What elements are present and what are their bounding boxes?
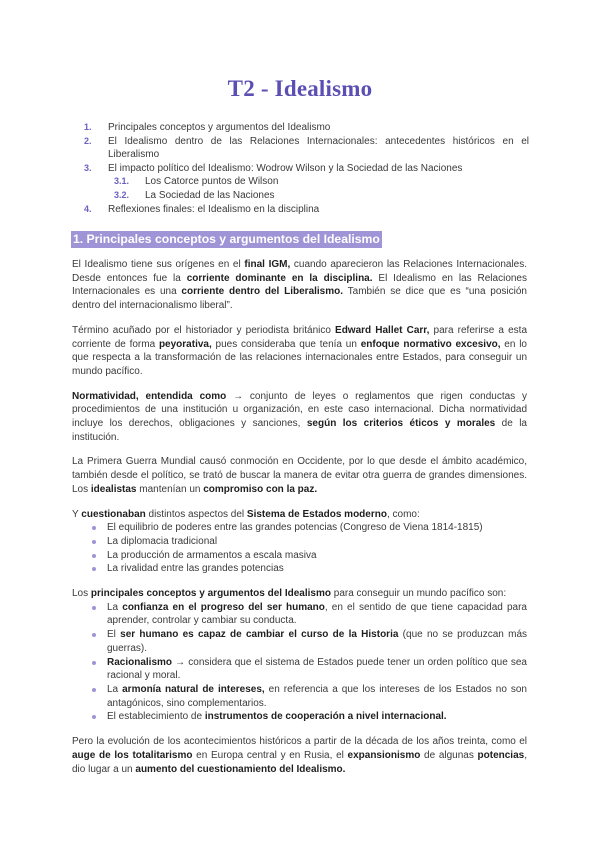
bold-text: Normatividad, entendida como <box>72 390 227 402</box>
text-run: de algunas <box>420 749 478 761</box>
paragraph-evolution <box>72 735 527 776</box>
paragraph-origins <box>72 258 527 313</box>
page-title: T2 - Idealismo <box>227 76 373 101</box>
bold-text: principales conceptos y argumentos del Idealismo <box>90 588 331 600</box>
bold-text: compromiso con la paz. <box>203 483 318 495</box>
toc-subitem <box>84 189 529 203</box>
list-item <box>72 601 527 628</box>
bold-text: corriente dominante en la disciplina. <box>186 272 373 284</box>
bold-text: peyorativa, <box>158 338 212 350</box>
text-run: La Primera Guerra Mundial causó conmoción en Occidente, por lo que desde el ámbito académico, también desde el político, se trató de buscar la manera de evitar otra guerra de grandes dimensiones. Los <box>72 456 527 495</box>
paragraph-conceptos <box>72 587 527 601</box>
list-item <box>72 683 527 710</box>
text-run: de la institución. <box>72 418 527 443</box>
bold-text: Edward Hallet Carr, <box>335 324 430 336</box>
quote-text: “una posición dentro del internacionalismo liberal”. <box>72 286 527 312</box>
text-run: en lo que respecta a la transformación de las relaciones internacionales entre Estados, para conseguir un mundo pacífico. <box>72 338 527 377</box>
bold-text: idealistas <box>90 483 137 495</box>
bold-text: aumento del cuestionamiento del Idealismo. <box>135 763 346 775</box>
bold-text: confianza en el progreso del ser humano <box>122 601 325 613</box>
section-heading: 1. Principales conceptos y argumentos del Idealismo <box>73 232 380 246</box>
text-run: en referencia a que los intereses de los Estados no son antagónicos, sino complementarios. <box>107 683 527 709</box>
bold-text: corriente dentro del Liberalismo. <box>181 286 344 298</box>
toc-text: Reflexiones finales: el Idealismo en la disciplina <box>108 203 320 215</box>
bold-text: armonía natural de intereses, <box>122 683 265 695</box>
toc-number: 3. <box>84 162 92 173</box>
toc-text: Principales conceptos y argumentos del Idealismo <box>108 122 331 133</box>
bold-text: Sistema de Estados moderno <box>246 508 387 520</box>
paragraph-normatividad <box>72 390 527 445</box>
text-run: El Idealismo en las Relaciones Internacionales es una <box>72 272 527 298</box>
toc-item <box>84 135 529 162</box>
bold-text: instrumentos de cooperación a nivel internacional. <box>204 711 447 723</box>
text-run: Y <box>72 508 82 520</box>
bold-text: Racionalismo <box>107 656 173 668</box>
table-of-contents <box>84 121 529 216</box>
text-run: El Idealismo tiene sus orígenes en el <box>72 259 245 270</box>
text-run: para referirse a esta corriente de forma <box>72 324 528 350</box>
text-run: El establecimiento de <box>107 711 205 723</box>
paragraph-carr <box>72 324 527 379</box>
text-run: → considera que el sistema de Estados puede tener un orden político que sea racional y moral. <box>107 656 527 682</box>
text-run: El <box>107 629 121 641</box>
list-item <box>72 710 527 724</box>
toc-text: Los Catorce puntos de Wilson <box>145 176 279 188</box>
text-run: La <box>107 683 123 695</box>
toc-subitem <box>84 175 529 189</box>
text-run: pues consideraba que tenía un <box>211 338 361 350</box>
section-body <box>72 258 527 787</box>
toc-text: La Sociedad de las Naciones <box>145 189 275 201</box>
text-run: La <box>107 601 123 613</box>
toc-number: 3.1. <box>114 176 130 187</box>
text-run: Pero la evolución de los acontecimientos históricos a partir de la década de los años treinta, como el <box>72 736 527 748</box>
text-run: en Europa central y en Rusia, el <box>192 749 348 761</box>
list-item <box>72 656 527 683</box>
toc-item <box>84 203 529 217</box>
toc-item <box>84 121 529 135</box>
text-run: También se dice que es <box>343 286 466 298</box>
paragraph-ww1 <box>72 455 527 496</box>
toc-number: 1. <box>84 122 92 132</box>
list-item: La diplomacia tradicional <box>72 535 527 549</box>
toc-number: 3.2. <box>114 189 130 200</box>
text-run: (que no se produzcan más guerras). <box>107 629 528 654</box>
bold-text: auge de los totalitarismo <box>72 749 193 761</box>
toc-text: El Idealismo dentro de las Relaciones Internacionales: antecedentes históricos en el Liberalismo <box>108 135 529 161</box>
toc-number: 4. <box>84 203 92 214</box>
toc-text: El impacto político del Idealismo: Wodrow Wilson y la Sociedad de las Naciones <box>108 162 463 174</box>
bullet-list-aspects <box>72 521 527 576</box>
bold-text: final IGM, <box>244 259 291 270</box>
text-run: → conjunto de leyes o reglamentos que rigen conductas y procedimientos de una institución u organización, en este caso internacional. Dicha normatividad incluye los derechos, obligaciones y sanciones, <box>72 390 527 430</box>
list-item: La producción de armamentos a escala masiva <box>72 549 527 563</box>
text-run: Término acuñado por el historiador y periodista británico <box>72 324 336 336</box>
bold-text: según los criterios éticos y morales <box>306 418 496 430</box>
toc-number: 2. <box>84 135 92 146</box>
bold-text: ser humano es capaz de cambiar el curso de la Historia <box>120 629 399 641</box>
text-run: , dio lugar a un <box>72 749 527 775</box>
bold-text: potencias <box>477 749 525 761</box>
list-item: La rivalidad entre las grandes potencias <box>72 562 527 576</box>
bullet-list-concepts <box>72 601 527 724</box>
bold-text: expansionismo <box>347 749 421 761</box>
text-run: , en el sentido de que tiene capacidad para aprender, controlar y cambiar su conducta. <box>107 601 527 627</box>
text-run: Los <box>72 588 91 600</box>
text-run: cuando aparecieron las Relaciones Internacionales. Desde entonces fue la <box>72 259 528 284</box>
text-run: , como: <box>386 508 420 520</box>
paragraph-cuestionaban <box>72 508 527 522</box>
list-item: El equilibrio de poderes entre las grandes potencias (Congreso de Viena 1814-1815) <box>72 521 527 535</box>
text-run: mantenían un <box>136 483 204 495</box>
list-item <box>72 628 527 655</box>
toc-item <box>84 162 529 176</box>
bold-text: cuestionaban <box>81 508 146 520</box>
text-run: distintos aspectos del <box>145 508 247 520</box>
text-run: para conseguir un mundo pacífico son: <box>330 588 507 600</box>
bold-text: enfoque normativo excesivo, <box>360 338 501 350</box>
